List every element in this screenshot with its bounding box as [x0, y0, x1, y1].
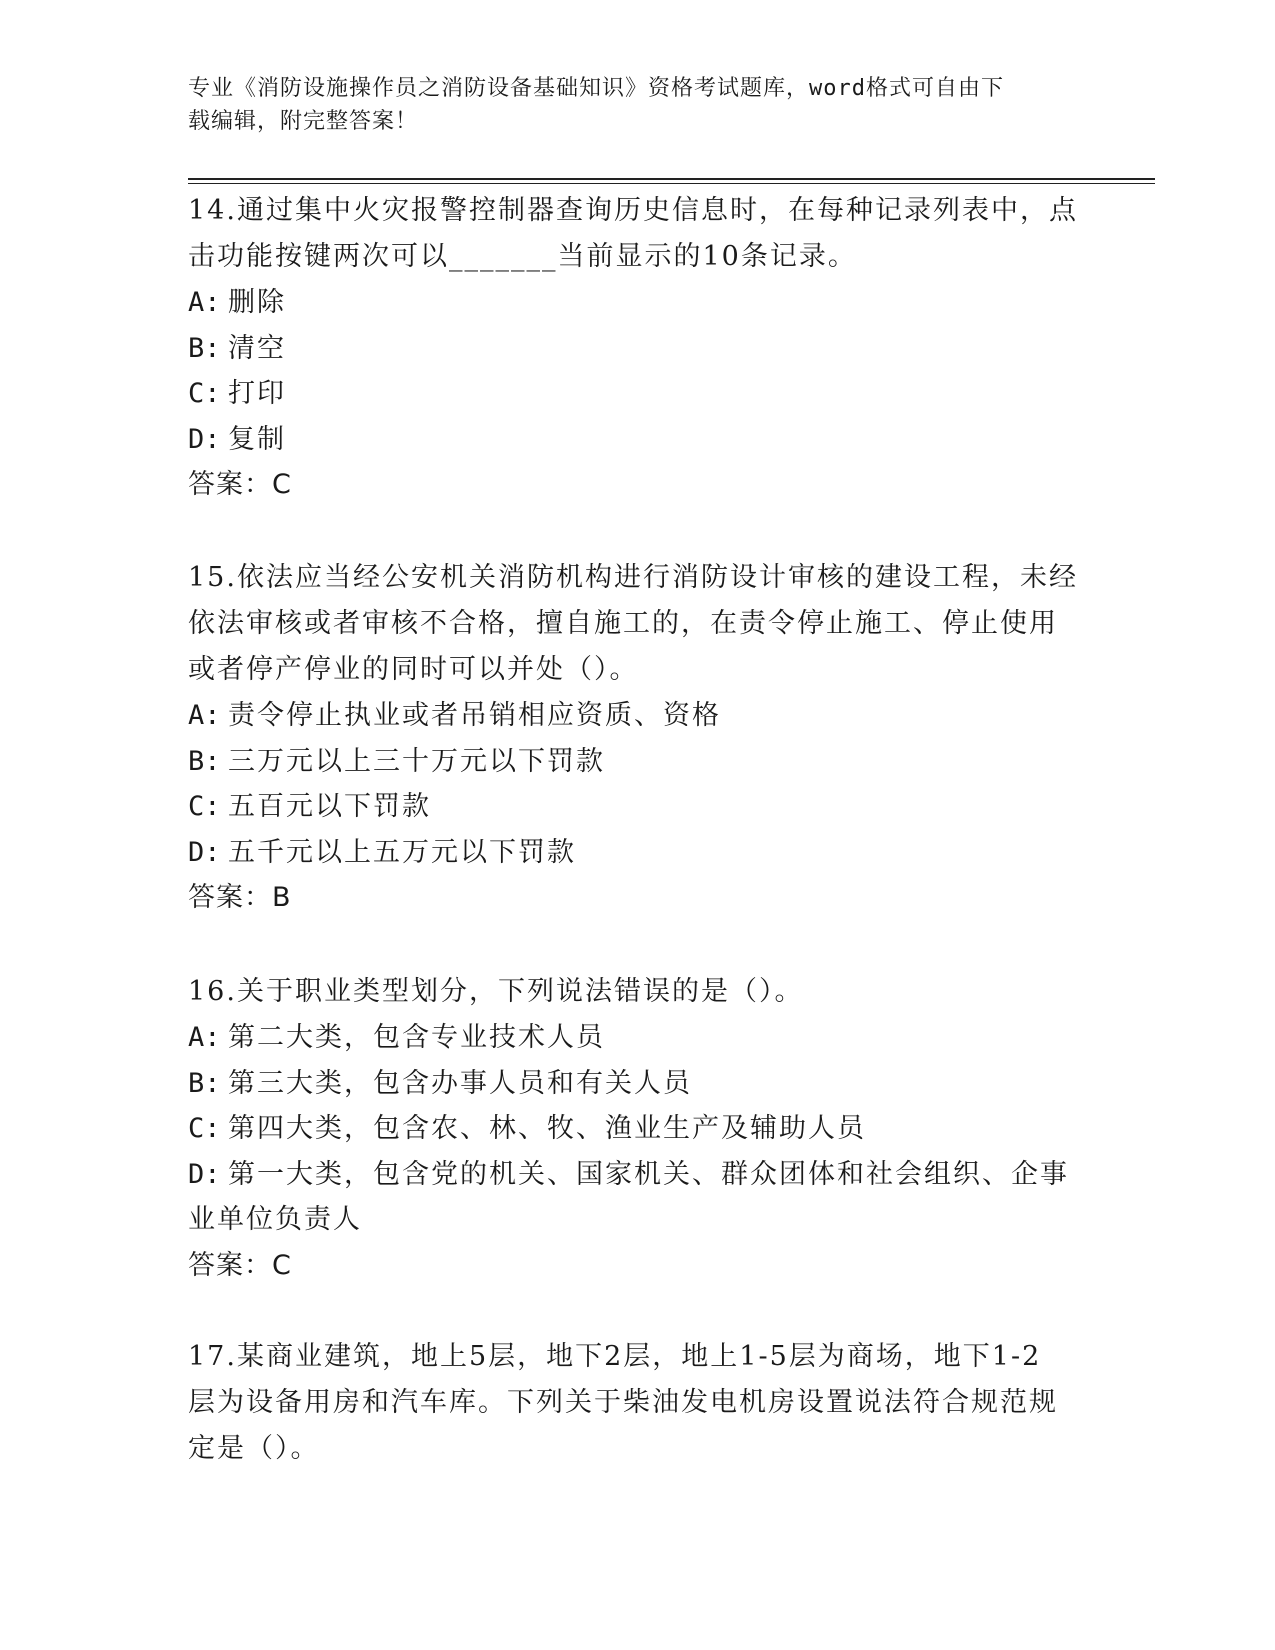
header-divider-thin [188, 183, 1155, 184]
question-stem-line: 14.通过集中火灾报警控制器查询历史信息时，在每种记录列表中，点 [188, 195, 1078, 226]
option-key: D: [188, 423, 221, 455]
question-14 [188, 188, 1088, 507]
option-d-continuation: 业单位负责人 [188, 1204, 362, 1235]
option-key: A: [188, 287, 221, 318]
option-c [188, 784, 1088, 830]
option-key: B: [188, 332, 221, 364]
question-15 [188, 555, 1088, 920]
option-key: D: [188, 836, 221, 868]
option-c [188, 371, 1088, 417]
header-line-2: 载编辑，附完整答案！ [188, 109, 419, 134]
option-text: 第三大类，包含办事人员和有关人员 [228, 1067, 692, 1099]
option-c [188, 1106, 1088, 1152]
header-line-1: 专业《消防设施操作员之消防设备基础知识》资格考试题库，word格式可自由下 [188, 76, 1004, 101]
option-key: B: [188, 1067, 221, 1099]
option-d [188, 1152, 1088, 1198]
header-divider-thick [188, 178, 1155, 180]
option-key: C: [188, 791, 221, 822]
question-stem-line: 击功能按键两次可以_______当前显示的10条记录。 [188, 241, 857, 272]
option-text: 第一大类，包含党的机关、国家机关、群众团体和社会组织、企事 [228, 1158, 1069, 1190]
option-d [188, 830, 1088, 876]
option-key: C: [188, 1113, 221, 1144]
option-text: 五百元以下罚款 [228, 791, 431, 822]
option-text: 三万元以上三十万元以下罚款 [228, 745, 605, 777]
document-header [188, 72, 1068, 138]
question-stem-line: 16.关于职业类型划分，下列说法错误的是（）。 [188, 976, 804, 1007]
option-text: 五千元以上五万元以下罚款 [228, 836, 576, 868]
option-key: A: [188, 1022, 221, 1053]
option-d [188, 417, 1088, 463]
option-text: 打印 [228, 378, 286, 409]
question-17 [188, 1334, 1088, 1472]
option-text: 复制 [228, 423, 286, 455]
question-stem-line: 17.某商业建筑，地上5层，地下2层，地上1-5层为商场，地下1-2 [188, 1341, 1042, 1372]
option-text: 第二大类，包含专业技术人员 [228, 1022, 605, 1053]
question-stem-line: 依法审核或者审核不合格，擅自施工的，在责令停止施工、停止使用 [188, 608, 1058, 639]
option-key: C: [188, 378, 221, 409]
option-key: A: [188, 700, 221, 731]
option-text: 第四大类，包含农、林、牧、渔业生产及辅助人员 [228, 1113, 866, 1144]
question-stem-line: 或者停产停业的同时可以并处（）。 [188, 654, 639, 685]
question-stem-line: 15.依法应当经公安机关消防机构进行消防设计审核的建设工程，未经 [188, 562, 1078, 593]
option-b [188, 1061, 1088, 1107]
option-b [188, 326, 1088, 372]
option-b [188, 739, 1088, 785]
option-key: D: [188, 1158, 221, 1190]
answer-line: 答案：C [188, 469, 292, 500]
option-text: 删除 [228, 287, 286, 318]
option-key: B: [188, 745, 221, 777]
answer-line: 答案：B [188, 882, 292, 913]
option-a [188, 1015, 1088, 1061]
question-16 [188, 969, 1088, 1288]
option-a [188, 693, 1088, 739]
question-stem-line: 层为设备用房和汽车库。下列关于柴油发电机房设置说法符合规范规 [188, 1387, 1058, 1418]
option-text: 清空 [228, 332, 286, 364]
option-a [188, 280, 1088, 326]
question-stem-line: 定是（）。 [188, 1433, 320, 1464]
option-text: 责令停止执业或者吊销相应资质、资格 [228, 700, 721, 731]
answer-line: 答案：C [188, 1249, 292, 1281]
